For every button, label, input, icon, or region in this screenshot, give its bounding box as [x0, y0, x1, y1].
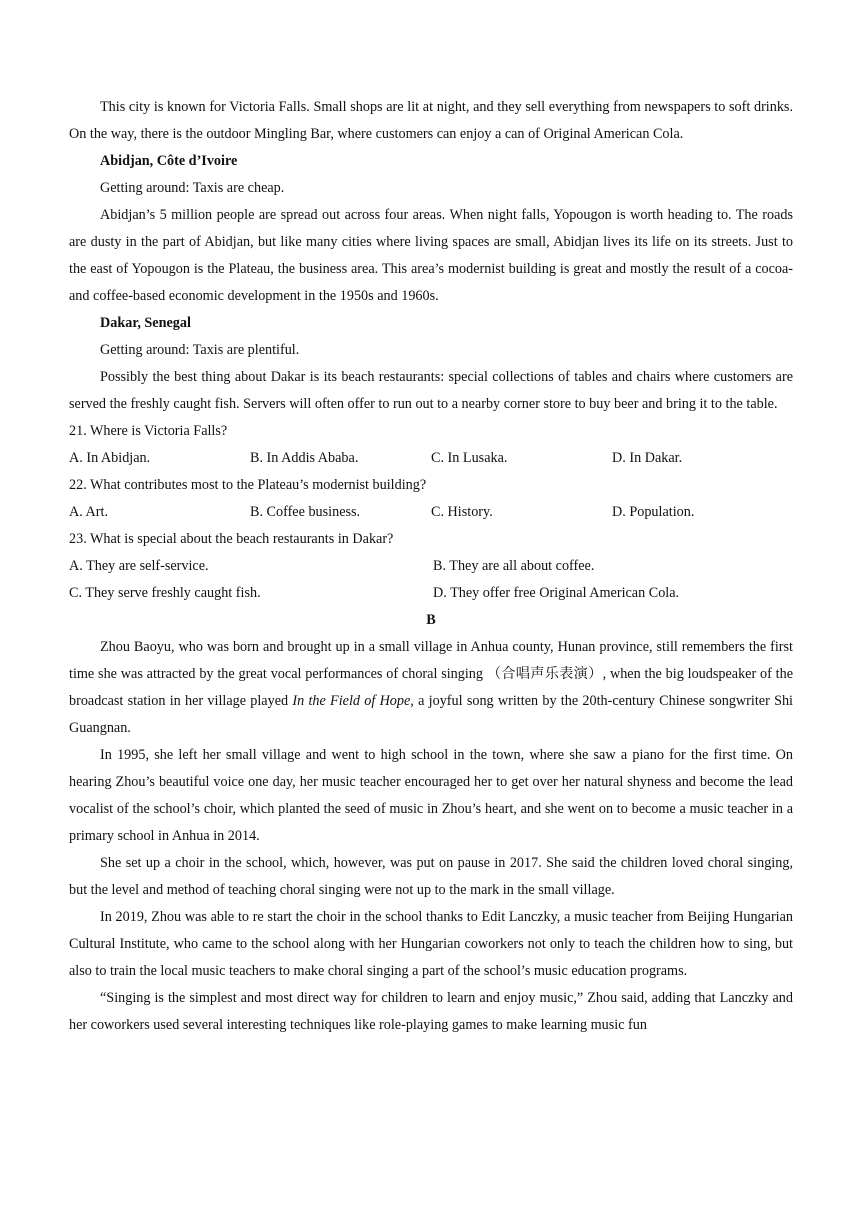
- passage-b-paragraph-1: [69, 634, 793, 742]
- question-23-options-row2: [69, 580, 793, 607]
- intro-paragraph: This city is known for Victoria Falls. Small shops are lit at night, and they sell everything from newspapers to soft drinks. On the way, there is the outdoor Mingling Bar, where customers can enjoy a can of Original American Cola.: [69, 99, 793, 142]
- question-22-option-a: A. Art.: [69, 504, 109, 520]
- question-22-options: [69, 499, 793, 526]
- song-title: In the Field of Hope: [292, 693, 411, 709]
- section-b-heading: B: [426, 612, 436, 628]
- question-21-option-d: D. In Dakar.: [612, 450, 683, 466]
- passage-b-paragraph-3: She set up a choir in the school, which, however, was put on pause in 2017. She said the children loved choral singing, but the level and method of teaching choral singing were not up to the mark in the small village.: [69, 855, 793, 898]
- question-23-option-c: C. They serve freshly caught fish.: [69, 585, 261, 601]
- question-21-options: [69, 445, 793, 472]
- abidjan-body: Abidjan’s 5 million people are spread out across four areas. When night falls, Yopougon is worth heading to. The roads are dusty in the part of Abidjan, but like many cities where living spaces are small, Abidjan lives its life on its streets. Just to the east of Yopougon is the Plateau, the business area. This area’s modernist building is great and mostly the result of a cocoa-and coffee-based economic development in the 1950s and 1960s.: [69, 207, 793, 304]
- question-21-option-c: C. In Lusaka.: [431, 450, 508, 466]
- passage-b-p1-text: Zhou Baoyu, who was born and brought up in a small village in Anhua county, Hunan province, still remembers the first time she was attracted by the great vocal performances of choral singing （合唱声乐表演）, when the big loudspeaker of the broadcast station in her village played: [69, 639, 793, 709]
- question-22-option-c: C. History.: [431, 504, 493, 520]
- question-23-options-row1: [69, 553, 793, 580]
- dakar-getting-around: Getting around: Taxis are plentiful.: [100, 342, 300, 358]
- passage-b-paragraph-5: “Singing is the simplest and most direct way for children to learn and enjoy music,” Zhou said, adding that Lanczky and her coworkers used several interesting techniques like role-playing games to make learning music fun: [69, 990, 793, 1033]
- question-21-stem: 21. Where is Victoria Falls?: [69, 423, 228, 439]
- question-22-option-b: B. Coffee business.: [250, 504, 361, 520]
- question-23-option-b: B. They are all about coffee.: [433, 558, 595, 574]
- passage-b-paragraph-2: In 1995, she left her small village and went to high school in the town, where she saw a piano for the first time. On hearing Zhou’s beautiful voice one day, her music teacher encouraged her to get over her natural shyness and become the lead vocalist of the school’s choir, which planted the seed of music in Zhou’s heart, and she went on to become a music teacher in a primary school in Anhua in 2014.: [69, 747, 793, 844]
- question-23-stem: 23. What is special about the beach restaurants in Dakar?: [69, 531, 394, 547]
- question-21-option-a: A. In Abidjan.: [69, 450, 151, 466]
- dakar-heading: Dakar, Senegal: [100, 315, 191, 331]
- passage-b-paragraph-4: In 2019, Zhou was able to re start the choir in the school thanks to Edit Lanczky, a music teacher from Beijing Hungarian Cultural Institute, who came to the school along with her Hungarian coworkers not only to teach the children how to sing, but also to train the local music teachers to make choral singing a part of the school’s music education programs.: [69, 909, 793, 979]
- passage-b-p1-tail: , a joyful song written by the 20th-century Chinese songwriter Shi Guangnan.: [69, 693, 793, 736]
- question-22-option-d: D. Population.: [612, 504, 695, 520]
- question-23-option-d: D. They offer free Original American Cola.: [433, 585, 680, 601]
- question-21-option-b: B. In Addis Ababa.: [250, 450, 359, 466]
- dakar-body: Possibly the best thing about Dakar is its beach restaurants: special collections of tables and chairs where customers are served the freshly caught fish. Servers will often offer to run out to a nearby corner store to buy beer and bring it to the table.: [69, 369, 793, 412]
- document-page: [69, 94, 793, 1039]
- question-22-stem: 22. What contributes most to the Plateau’s modernist building?: [69, 477, 427, 493]
- question-23-option-a: A. They are self-service.: [69, 558, 209, 574]
- abidjan-heading: Abidjan, Côte d’Ivoire: [100, 153, 238, 169]
- abidjan-getting-around: Getting around: Taxis are cheap.: [100, 180, 285, 196]
